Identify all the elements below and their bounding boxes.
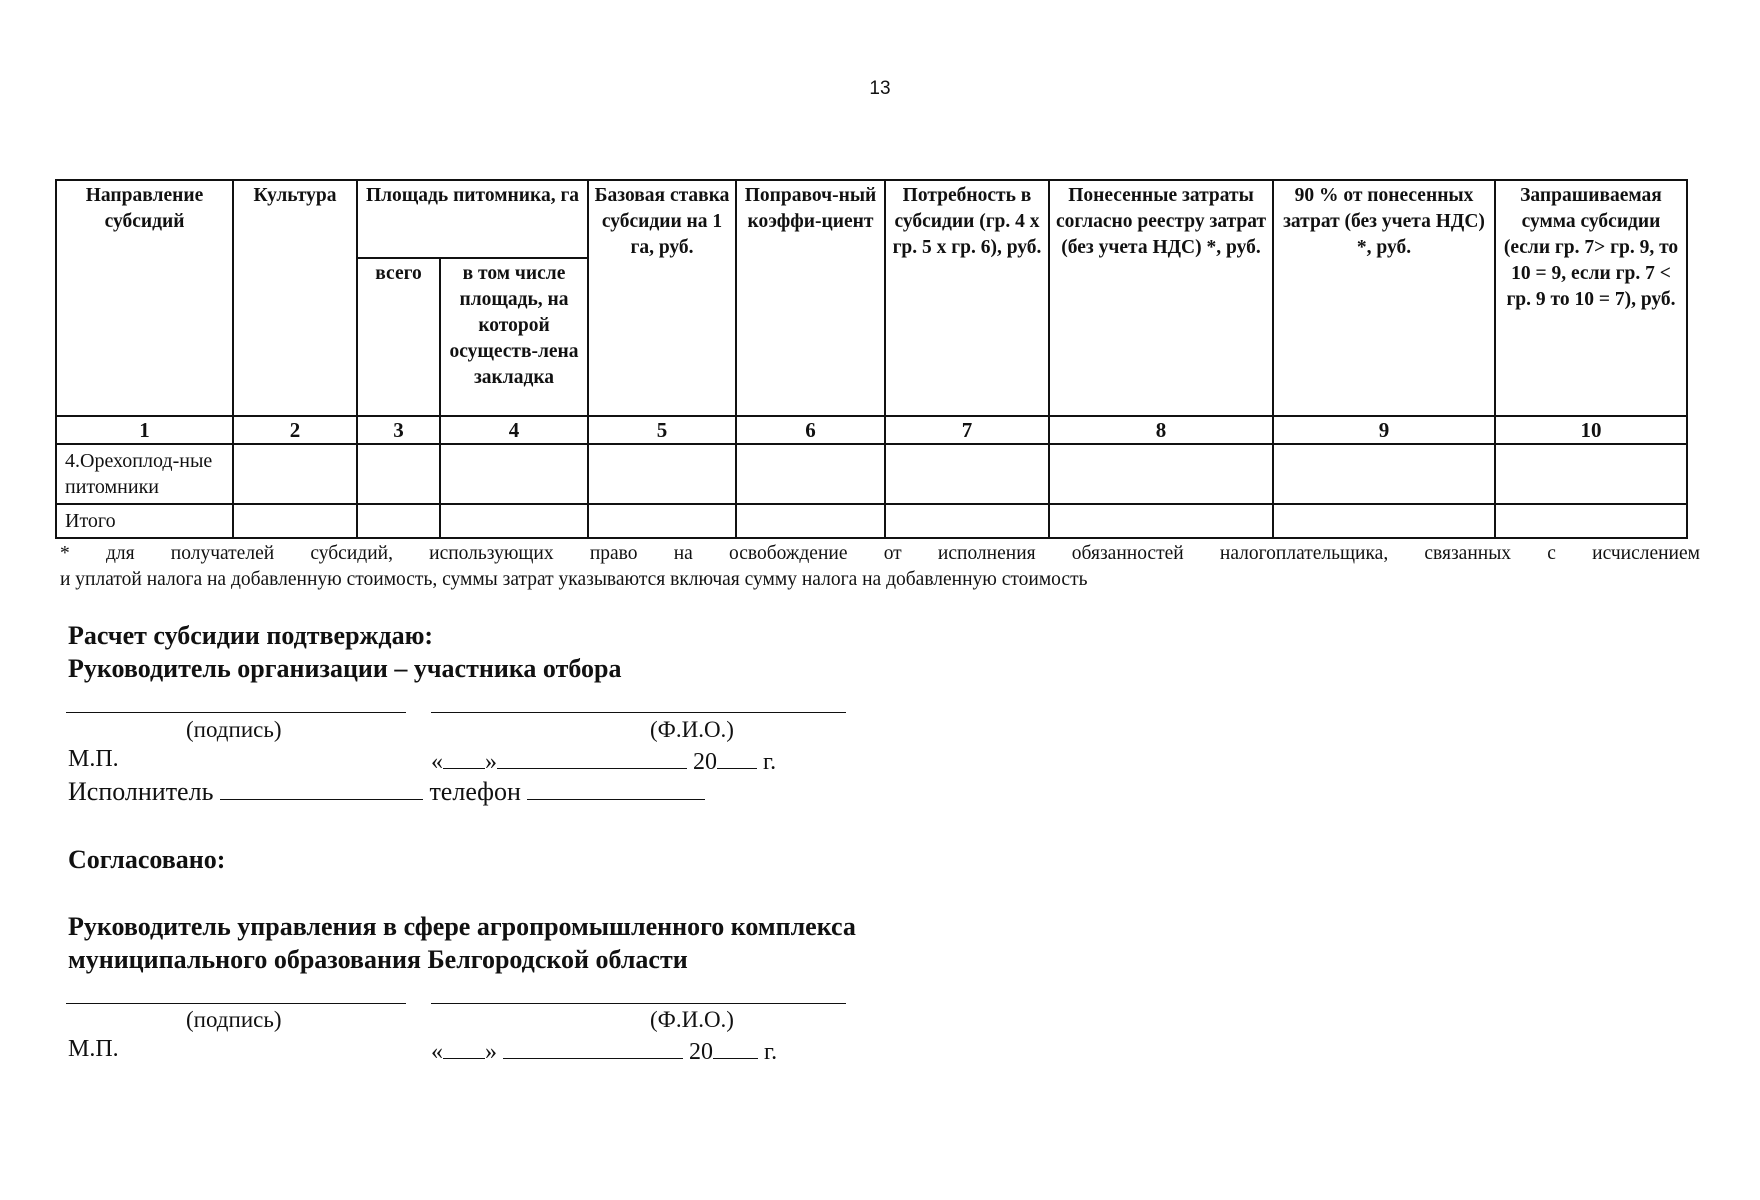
- executor-field[interactable]: [68, 777, 705, 807]
- header-ninety-percent: 90 % от понесенных затрат (без учета НДС) *, руб.: [1273, 180, 1495, 416]
- executor-blank[interactable]: [220, 777, 423, 800]
- signature-line[interactable]: [66, 1003, 406, 1004]
- header-area-planted: в том числе площадь, на которой осуществ-лена закладка: [440, 258, 588, 416]
- table-row: [56, 444, 1687, 504]
- header-costs: Понесенные затраты согласно реестру затрат (без учета НДС) *, руб.: [1049, 180, 1273, 416]
- header-need: Потребность в субсидии (гр. 4 х гр. 5 х гр. 6), руб.: [885, 180, 1049, 416]
- vat-footnote: [60, 541, 1700, 593]
- date-open-quote: «: [431, 749, 443, 775]
- row-label-nut-nurseries: 4.Орехоплод-ные питомники: [56, 444, 233, 504]
- table-cell[interactable]: [588, 504, 736, 538]
- column-number: 4: [440, 416, 588, 444]
- date-close-quote: »: [485, 1039, 497, 1065]
- date-open-quote: «: [431, 1039, 443, 1065]
- column-number: 5: [588, 416, 736, 444]
- table-cell[interactable]: [1049, 504, 1273, 538]
- header-area-total: всего: [357, 258, 440, 416]
- table-row: [56, 504, 1687, 538]
- fio-line[interactable]: [431, 1003, 846, 1004]
- executor-label: Исполнитель: [68, 777, 214, 806]
- header-requested-sum: Запрашиваемая сумма субсидии (если гр. 7> гр. 9, то 10 = 9, если гр. 7 < гр. 9 то 10 = 7), руб.: [1495, 180, 1687, 416]
- table-header-row: [56, 180, 1687, 258]
- column-number: 2: [233, 416, 357, 444]
- table-cell[interactable]: [440, 504, 588, 538]
- header-direction: Направление субсидий: [56, 180, 233, 416]
- row-label-total: Итого: [56, 504, 233, 538]
- fio-caption: (Ф.И.О.): [650, 717, 734, 742]
- column-number-row: [56, 416, 1687, 444]
- fio-line[interactable]: [431, 712, 846, 713]
- year-prefix: 20: [689, 1039, 713, 1065]
- column-number: 1: [56, 416, 233, 444]
- signature-line[interactable]: [66, 712, 406, 713]
- page-number: 13: [869, 78, 891, 99]
- column-number: 7: [885, 416, 1049, 444]
- agreed-head-line-1: Руководитель управления в сфере агропромышленного комплекса: [68, 912, 856, 941]
- table-cell[interactable]: [233, 504, 357, 538]
- year-prefix: 20: [693, 749, 717, 775]
- header-crop: Культура: [233, 180, 357, 416]
- agreed-title: Согласовано:: [68, 845, 226, 874]
- header-area-group: Площадь питомника, га: [357, 180, 588, 258]
- stamp-label: М.П.: [68, 746, 119, 772]
- agreed-head-line-2: муниципального образования Белгородской области: [68, 945, 688, 974]
- footnote-line: * для получателей субсидий, использующих право на освобождение от исполнения обязанностей налогоплательщика, связанных с исчислением: [60, 543, 1700, 564]
- table-cell[interactable]: [1273, 504, 1495, 538]
- confirm-title: Расчет субсидии подтверждаю:: [68, 621, 434, 650]
- table-cell[interactable]: [233, 444, 357, 504]
- table-cell[interactable]: [1273, 444, 1495, 504]
- year-blank[interactable]: [717, 746, 757, 769]
- year-suffix: г.: [764, 1039, 778, 1065]
- table-cell[interactable]: [357, 444, 440, 504]
- column-number: 8: [1049, 416, 1273, 444]
- subsidy-calculation-table: [55, 179, 1688, 539]
- column-number: 3: [357, 416, 440, 444]
- table-cell[interactable]: [736, 444, 885, 504]
- table-cell[interactable]: [357, 504, 440, 538]
- table-cell[interactable]: [1495, 504, 1687, 538]
- table-cell[interactable]: [1049, 444, 1273, 504]
- table-cell[interactable]: [736, 504, 885, 538]
- stamp-label: М.П.: [68, 1036, 119, 1062]
- date-field[interactable]: [431, 746, 776, 776]
- header-coefficient: Поправоч-ный коэффи-циент: [736, 180, 885, 416]
- fio-caption: (Ф.И.О.): [650, 1007, 734, 1032]
- year-blank[interactable]: [713, 1036, 758, 1059]
- month-blank[interactable]: [497, 746, 687, 769]
- footnote-line: и уплатой налога на добавленную стоимость, суммы затрат указываются включая сумму налога на добавленную стоимость: [60, 569, 1088, 590]
- signature-caption: (подпись): [186, 1007, 282, 1032]
- column-number: 10: [1495, 416, 1687, 444]
- phone-blank[interactable]: [527, 777, 705, 800]
- month-blank[interactable]: [503, 1036, 683, 1059]
- date-close-quote: »: [485, 749, 497, 775]
- table-cell[interactable]: [885, 444, 1049, 504]
- confirm-subtitle: Руководитель организации – участника отбора: [68, 654, 622, 683]
- table-cell[interactable]: [440, 444, 588, 504]
- table-cell[interactable]: [588, 444, 736, 504]
- phone-label: телефон: [429, 777, 521, 806]
- table-cell[interactable]: [885, 504, 1049, 538]
- table-cell[interactable]: [1495, 444, 1687, 504]
- column-number: 6: [736, 416, 885, 444]
- year-suffix: г.: [763, 749, 777, 775]
- date-field[interactable]: [431, 1036, 777, 1066]
- day-blank[interactable]: [443, 746, 485, 769]
- day-blank[interactable]: [443, 1036, 485, 1059]
- signature-caption: (подпись): [186, 717, 282, 742]
- header-base-rate: Базовая ставка субсидии на 1 га, руб.: [588, 180, 736, 416]
- column-number: 9: [1273, 416, 1495, 444]
